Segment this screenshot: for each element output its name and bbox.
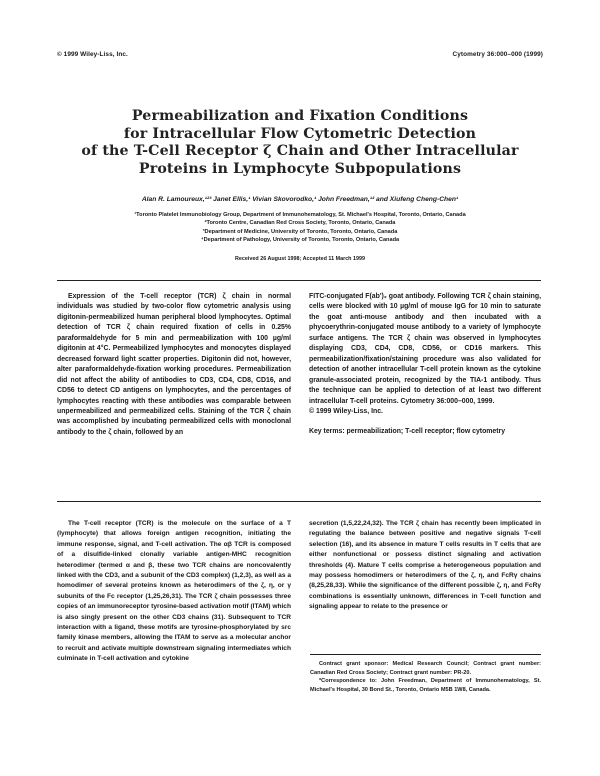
received-dates: Received 26 August 1998; Accepted 11 March 1999 [235,256,365,262]
body-paragraph: The T-cell receptor (TCR) is the molecule on the surface of a T (lymphocyte) that allows foreign antigen recognition, initiating the immune response, signal, and T-cell activation. The αβ TCR is composed of a disulfide-linked clonally variable antigen-MHC recognition heterodimer (termed α and β, these two TCR chains are noncovalently linked with the CD3, and a subunit of the CD3 complex) (1,2,3), as well as a homodimer of several proteins known as heterodimers of the ζ, η, or γ subunits of the Fc receptor (1,25,26,31). The TCR ζ chain possesses three copies of an immunoreceptor tyrosine-based activation motif (ITAM) which is also singly present on the other CD3 chains (31). Subsequent to TCR interaction with a ligand, these motifs are tyrosine-phosphorylated by src family kinase members, allowing the ITAM to serve as a molecular anchor to recruit and activate multiple downstream signaling intermediates which culminate in T-cell activation and cytokine [57,520,291,663]
abstract-bottom-rule [57,501,541,502]
key-terms-list: permeabilization; T-cell receptor; flow cytometry [346,428,506,436]
running-head [57,51,543,58]
key-terms-label: Key terms: [309,428,345,436]
abstract-copyright: © 1999 Wiley-Liss, Inc. [309,407,383,415]
footnote-rule [310,654,541,655]
abstract-right-column [309,292,541,438]
affiliation: ¹Toronto Platelet Immunobiology Group, Department of Immunohematology, St. Michael's Hospital, Toronto, Ontario, Canada [134,212,466,218]
body-left-column [57,519,291,665]
copyright-header: © 1999 Wiley-Liss, Inc. [57,51,128,58]
author-list: Alan R. Lamoureux,¹²³ Janet Ellis,¹ Vivian Skovorodko,¹ John Freedman,¹² and Xiufeng Cheng-Chen¹ [141,196,459,203]
affiliation: ⁴Department of Pathology, University of Toronto, Toronto, Ontario, Canada [200,236,400,243]
abstract-text: Expression of the T-cell receptor (TCR) ζ chain in normal individuals was studied by two-color flow cytometric analysis using digitonin-permeabilized human peripheral blood lymphocytes. Optimal detection of TCR ζ chain required fixation of cells in 0.25% paraformaldehyde for 5 min and permeabilization with 100 µg/ml digitonin at 4°C. Permeabilized lymphocytes and monocytes displayed decreased forward light scatter properties. Digitonin did not, however, alter paraformaldehyde-fixation working procedures. Permeabilization did not affect the ability of antibodies to CD3, CD4, CD8, CD16, and CD56 to detect CD antigens on lymphocytes, and the percentages of lymphocytes reacting with these antibodies was comparable between unpermeabilized and permeabilized cells. Staining of the TCR ζ chain was accomplished by incubating permeabilized cells with monoclonal antibody to the ζ chain, followed by an [57,293,291,436]
body-right-column [309,519,541,613]
body-paragraph: secretion (1,5,22,24,32). The TCR ζ chain has recently been implicated in regulating the balance between positive and negative signals T-cell selection (16), and its absence in mature T cells results in T cells that are either nonfunctional or possess distinct signaling and activation thresholds (4). Mature T cells comprise a heterogeneous population and may possess homodimers or heterodimers of the ζ, η, and FcRγ chains (8,25,28,33). While the significance of the different possible ζ, η, and FcRγ combinations is essentially unknown, differences in T-cell function and signaling appear to relate to the presence or [309,520,541,611]
key-terms [309,427,541,437]
title-line: Proteins in Lymphocyte Subpopulations [138,160,462,177]
footnote-grant: Contract grant sponsor: Medical Research Council; Contract grant number: Canadian Red Cross Society; Contract grant number: PR-20. [310,661,541,676]
affiliation: ²Toronto Centre, Canadian Red Cross Society, Toronto, Ontario, Canada [204,220,396,227]
affiliation: ³Department of Medicine, University of Toronto, Toronto, Ontario, Canada [202,228,398,235]
journal-citation: Cytometry 36:000–000 (1999) [452,51,543,58]
abstract-top-rule [57,280,541,281]
abstract-text-continued: FITC-conjugated F(ab')₂ goat antibody. Following TCR ζ chain staining, cells were blocked with 10 µg/ml of mouse IgG for 10 min to saturate the goat anti-mouse antibody and then incubated with a phycoerythrin-conjugated mouse antibody to a variety of lymphocyte surface antigens. The TCR ζ chain was observed in lymphocytes displaying CD3, CD4, CD8, CD56, or CD16 markers. This permeabilization/fixation/staining procedure was also validated for detection of another intracellular T-cell protein known as the cytokine granule-associated protein, recognized by the TIA-1 antibody. Thus the technique can be applied to detection of at least two different intracellular T-cell proteins. Cytometry 36:000–000, 1999. [309,293,541,405]
affiliations [40,211,560,244]
abstract-left-column [57,292,291,438]
title-line: Permeabilization and Fixation Conditions [131,108,469,124]
footnotes [310,660,541,694]
article-title [60,108,540,178]
title-line: for Intracellular Flow Cytometric Detection [123,125,477,142]
footnote-correspondence: *Correspondence to: John Freedman, Department of Immunohematology, St. Michael's Hospital, 30 Bond St., Toronto, Ontario M5B 1W8, Canada. [310,678,541,693]
title-line: of the T-Cell Receptor ζ Chain and Other Intracellular [81,143,519,159]
